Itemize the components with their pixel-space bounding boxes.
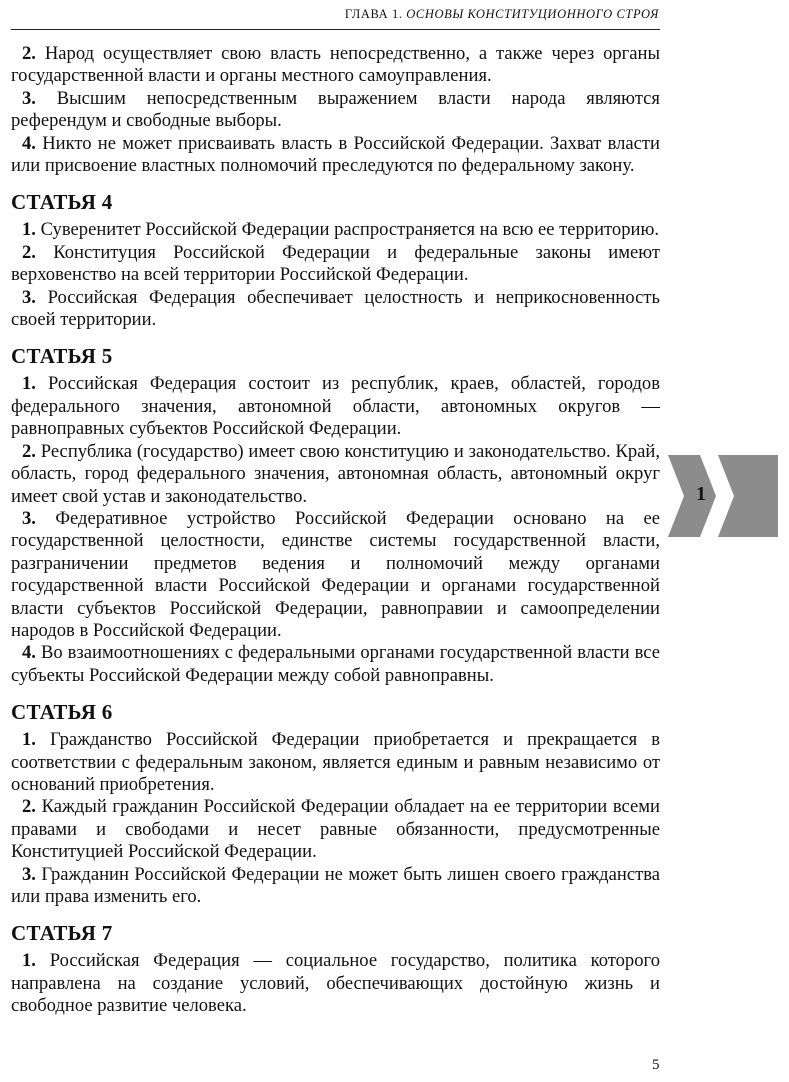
article-title: СТАТЬЯ 5: [11, 344, 113, 369]
paragraph-text: Федеративное устройство Российской Федерации основано на ее государственной целостности, единстве системы государственной власти, разграничении предметов ведения и полномочий между органами государственной власти Российской Федерации и органами государственной власти субъектов Российской Федерации, равноправии и самоопределении народов в Российской Федерации.: [11, 507, 660, 641]
intro-section: [11, 43, 660, 177]
paragraph-text: Никто не может присваивать власть в Российской Федерации. Захват власти или присвоение властных полномочий преследуются по федеральному закону.: [11, 132, 660, 177]
paragraph-text: Высшим непосредственным выражением власти народа являются референдум и свободные выборы.: [11, 87, 660, 132]
paragraph: [11, 133, 660, 178]
paragraph-text: Российская Федерация — социальное государство, политика которого направлена на создание условий, обеспечивающих достойную жизнь и свободное развитие человека.: [11, 950, 660, 1017]
paragraph-number: 3.: [22, 286, 36, 308]
paragraph: [11, 864, 660, 909]
article-7: [11, 921, 660, 1017]
paragraph-number: 2.: [22, 43, 36, 64]
header-divider: [11, 29, 660, 30]
paragraph: [11, 796, 660, 863]
paragraph: [11, 373, 660, 440]
chapter-thumb-tab: [668, 455, 778, 537]
article-title: СТАТЬЯ 6: [11, 700, 113, 725]
paragraph: [11, 508, 660, 642]
paragraph: [11, 950, 660, 1017]
chapter-label: ГЛАВА 1.: [344, 7, 403, 21]
running-header: [345, 7, 659, 22]
article-title: СТАТЬЯ 4: [11, 190, 113, 215]
paragraph: [11, 729, 660, 796]
paragraph-number: 3.: [22, 863, 36, 885]
article-5: [11, 344, 660, 687]
chapter-title: ОСНОВЫ КОНСТИТУЦИОННОГО СТРОЯ: [406, 7, 659, 21]
chapter-tab-arrow-icon: [668, 455, 778, 537]
paragraph-number: 1.: [22, 373, 36, 395]
paragraph-number: 2.: [22, 241, 36, 263]
paragraph-number: 4.: [22, 642, 36, 664]
paragraph: [11, 441, 660, 508]
paragraph-text: Конституция Российской Федерации и федеральные законы имеют верховенство на всей территории Российской Федерации.: [11, 241, 660, 286]
paragraph: [11, 43, 660, 88]
paragraph-number: 1.: [22, 219, 36, 241]
paragraph-number: 4.: [22, 132, 36, 154]
paragraph-text: Республика (государство) имеет свою конституцию и законодательство. Край, область, город федерального значения, автономная область, автономный округ имеет свой устав и законодательство.: [11, 440, 660, 507]
paragraph-number: 1.: [22, 729, 36, 751]
paragraph-number: 3.: [22, 507, 36, 529]
paragraph-text: Суверенитет Российской Федерации распространяется на всю ее территорию.: [40, 219, 659, 241]
paragraph-text: Гражданство Российской Федерации приобретается и прекращается в соответствии с федеральным законом, является единым и равным независимо от оснований приобретения.: [11, 729, 660, 795]
paragraph-number: 2.: [22, 796, 36, 818]
page-number: 5: [652, 1057, 660, 1073]
page-body: [11, 43, 660, 1018]
paragraph-number: 3.: [22, 87, 36, 109]
chapter-number: 1: [696, 483, 706, 505]
paragraph: [11, 287, 660, 332]
paragraph-text: Каждый гражданин Российской Федерации обладает на ее территории всеми правами и свободами и несет равные обязанности, предусмотренные Конституцией Российской Федерации.: [11, 796, 660, 863]
paragraph: [11, 219, 660, 241]
paragraph-text: Российская Федерация состоит из республик, краев, областей, городов федерального значения, автономной области, автономных округов — равноправных субъектов Российской Федерации.: [11, 373, 660, 440]
paragraph-text: Народ осуществляет свою власть непосредственно, а также через органы государственной власти и органы местного самоуправления.: [11, 43, 660, 87]
article-4: [11, 190, 660, 331]
article-title: СТАТЬЯ 7: [11, 921, 113, 946]
article-6: [11, 700, 660, 908]
paragraph-number: 1.: [22, 950, 36, 972]
paragraph: [11, 642, 660, 687]
paragraph-text: Во взаимоотношениях с федеральными органами государственной власти все субъекты Российской Федерации между собой равноправны.: [11, 642, 660, 686]
paragraph-number: 2.: [22, 440, 36, 462]
paragraph-text: Гражданин Российской Федерации не может быть лишен своего гражданства или права изменить его.: [11, 863, 660, 907]
paragraph: [11, 88, 660, 133]
paragraph: [11, 242, 660, 287]
paragraph-text: Российская Федерация обеспечивает целостность и неприкосновенность своей территории.: [11, 286, 660, 331]
